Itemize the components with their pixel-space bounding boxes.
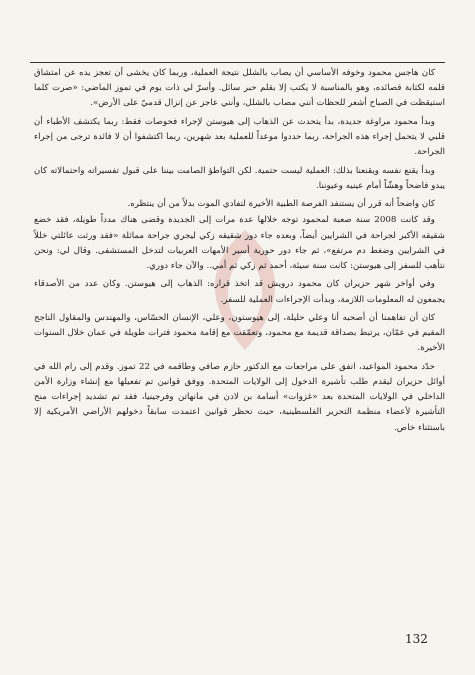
- body-text: [34, 66, 445, 439]
- paragraph: كان هاجس محمود وخوفه الأساسي أن يصاب بالشلل نتيجة العملية، وربما كان يخشى أن تعجز يده عن امتشاق قلمه لكتابة قصائده، وهو بالمناسبة لا يكتب إلا بقلم حبر سائل. وأسرّ لي ذات يوم في تموز الماضي: «صرت كلما استيقظت في الصباح أشعر للحظات أنني مصاب بالشلل، وأنني عاجز عن إنزال قدميّ على الأرض».: [34, 68, 445, 109]
- paragraph: كان أن تفاهمنا أن أصحبه أنا وعلي حليلة، إلى هيوستون، وعلي، الإنسان الحسّاس، والمهندس والمقاول الناجح المقيم في عمّان، يرتبط بصداقة قديمة مع محمود، وتعمّقت مع إقامة محمود فترات طويلة في عمان خلال السنوات الأخيرة.: [34, 312, 445, 354]
- paragraph: وقد كانت 2008 سنة صعبة لمحمود توجه خلالها عدة مرات إلى الجديدة وقضى هناك مدداً طويلة، فقد خضع شقيقه الأكبر لجراحة في الشرايين أيضاً، وبعده جاء دور شقيقه زكي ليجري جراحة مماثلة «فقد ورثت عائلتي خللاً في الشرايين وضغط دم مرتفع»، ثم جاء دور حورية أسير الأمهات العربيات لتدخل المستشفى. وقال لي: ونحن نتأهب للسفر إلى هيوستن: كانت سنة سيئة، أحمد ثم زكي ثم أمي.. والآن جاء دوري.: [34, 215, 445, 271]
- page-number: 132: [405, 632, 428, 646]
- paragraph: حدّد محمود المواعيد، اتفق على مراجعات مع الدكتور حازم صافي وطاقمه في 22 تموز. وقدم إلى رام الله في أوائل حزيران ليقدم طلب تأشيرة الدخول إلى الولايات المتحدة. ووفق قوانين تم تفعيلها مع إنشاء وزارة الأمن الداخلي في الولايات المتحدة بعد «غزوات» أسامة بن لادن في مانهاتن وفرجينيا، فقد تم تشديد إجراءات منح التأشيرة لأعضاء منظمة التحرير الفلسطينية، حيث تحظر قوانين اعتمدت سابقاً دخولهم الأراضي الأمريكية إلا باستثناء خاص.: [34, 361, 445, 433]
- paragraph: وفي أواخر شهر حزيران كان محمود درويش قد اتخذ قراره: الذهاب إلى هيوستن. وكان عدد من الأصدقاء يجمعون له المعلومات اللازمة، وبدأت الإجراءات العملية للسفر.: [34, 279, 445, 305]
- paragraph: كان واضحاً أنه قرر أن يستنفد الفرصة الطبية الأخيرة لتفادي الموت بدلاً من أن ينتظره.: [127, 199, 435, 210]
- paragraph: وبدأ محمود مراوغة جديدة، بدأ يتحدث عن الذهاب إلى هيوستن لإجراء فحوصات فقط: ربما يكتشف الأطباء أن قلبي لا يتحمل إجراء هذه الجراحة، ربما حددوا موعداً للعملية بعد شهرين، ربما اكتشفوا أن لا فائدة ترجى من إجراء الجراحة.: [34, 116, 445, 158]
- header-rule: [30, 62, 445, 63]
- paragraph: وبدأ يقنع نفسه ويقنعنا بذلك: العملية ليست حتمية. لكن التواطؤ الصامت بيننا على قبول تفسيراته واحتمالاته كان يبدو فاضحاً وهشّاً أمام عينيه وعيوننا.: [34, 165, 445, 191]
